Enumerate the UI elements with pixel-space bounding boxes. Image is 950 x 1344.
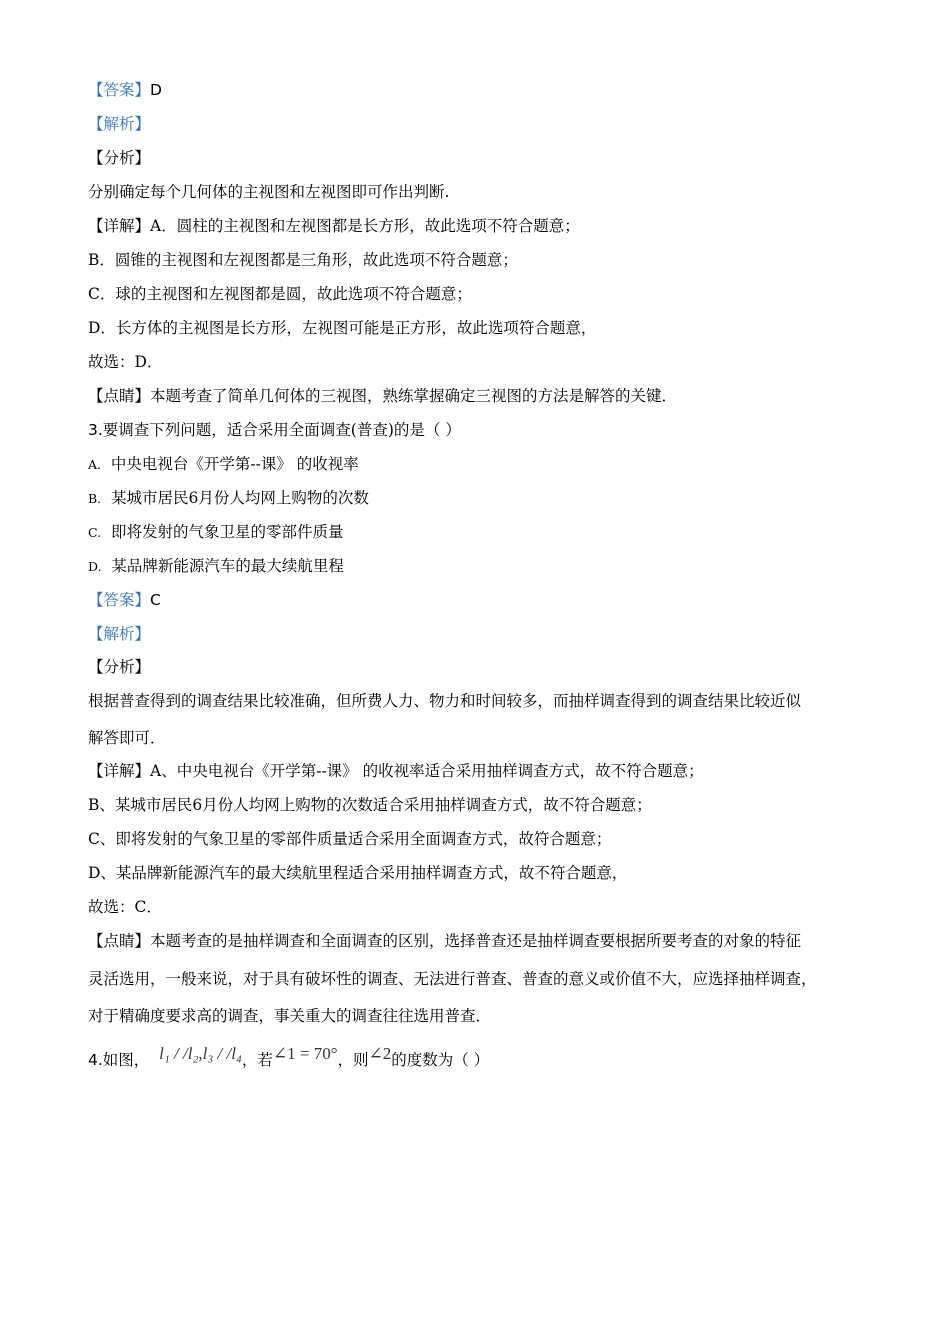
q2-line-d: D．长方体的主视图是长方形，左视图可能是正方形，故此选项符合题意， [88,319,597,337]
q2-answer-value: D [150,81,162,99]
q2-dianjing-text: 本题考查了简单几何体的三视图，熟练掌握确定三视图的方法是解答的关键． [150,387,678,405]
q3-answer-value: C [150,591,161,609]
q3-option-a-letter: A. [88,457,102,472]
q3-option-d [88,556,344,577]
q3-option-d-letter: D. [88,559,102,574]
q2-xiangjie-line [88,216,580,236]
q2-dianjing-line [88,386,677,406]
q3-stem: 要调查下列问题，适合采用全面调查(普查)的是（ ） [102,421,461,439]
q3-option-a-text: 中央电视台《开学第--课》 的收视率 [110,455,359,473]
q3-option-c-letter: C. [88,525,102,540]
q3-answer-label: 【答案】 [88,591,151,609]
q3-xiangjie-line [88,761,704,781]
q4-angle2-expression: ∠2 [368,1044,392,1063]
q3-fenxi-line1: 根据普查得到的调查结果比较准确，但所费人力、物力和时间较多，而抽样调查得到的调查结果比较近似 [88,692,802,710]
q4-tail: 的度数为（ ） [391,1051,490,1069]
q4-angle-expression: ∠1 = 70° [272,1044,338,1063]
q4-lead: 如图， [102,1051,150,1069]
q2-xiangjie-a: A．圆柱的主视图和左视图都是长方形，故此选项不符合题意； [150,217,580,235]
q4-sep2: ，则 [337,1051,369,1069]
q2-dianjing-label: 【点睛】 [88,387,151,405]
q3-option-d-text: 某品牌新能源汽车的最大续航里程 [111,557,344,575]
q3-xiangjie-label: 【详解】 [88,762,151,780]
q3-option-b-letter: B. [88,491,102,506]
q2-answer-line [88,80,162,100]
q2-fenxi-label: 【分析】 [88,149,151,167]
q4-number: 4. [88,1051,103,1069]
q3-dianjing-line [88,931,801,951]
q3-line-d: D、某品牌新能源汽车的最大续航里程适合采用抽样调查方式，故不符合题意， [88,864,628,882]
q3-option-b-text: 某城市居民6月份人均网上购物的次数 [111,489,369,507]
q4-sep1: ，若 [241,1051,273,1069]
q2-answer-label: 【答案】 [88,81,151,99]
q3-option-c-text: 即将发射的气象卫星的零部件质量 [110,523,344,541]
q3-xiangjie-a: A、中央电视台《开学第--课》 的收视率适合采用抽样调查方式，故不符合题意； [150,762,704,780]
q4-parallel-expression: l₁ / /l₂,l₃ / /l₄ [159,1044,242,1063]
q3-dianjing-label: 【点睛】 [88,932,151,950]
q3-dianjing-line3: 对于精确度要求高的调查，事关重大的调查往往选用普查． [88,1007,492,1025]
q2-xiangjie-label: 【详解】 [88,217,151,235]
q3-answer-line [88,590,161,610]
q3-option-c [88,522,343,543]
q3-dianjing-line1: 本题考查的是抽样调查和全面调查的区别，选择普查还是抽样调查要根据所要考查的对象的特征 [150,932,802,950]
q3-option-b [88,488,369,509]
q2-fenxi-text: 分别确定每个几何体的主视图和左视图即可作出判断. [88,183,450,201]
q3-fenxi-label: 【分析】 [88,658,151,676]
q2-conclusion: 故选：D． [88,353,163,371]
q3-option-a [88,454,359,475]
q3-number: 3. [88,421,103,439]
q3-conclusion: 故选：C． [88,898,162,916]
q2-analysis-label: 【解析】 [88,115,151,133]
q2-line-b: B．圆锥的主视图和左视图都是三角形，故此选项不符合题意； [88,251,518,269]
q3-stem-line [88,420,461,440]
q3-dianjing-line2: 灵活选用，一般来说，对于具有破坏性的调查、无法进行普查、普查的意义或价值不大，应选择抽样调查， [88,970,817,988]
q3-line-b: B、某城市居民6月份人均网上购物的次数适合采用抽样调查方式，故不符合题意； [88,796,652,814]
q3-fenxi-line2: 解答即可． [88,729,166,747]
q2-line-c: C．球的主视图和左视图都是圆，故此选项不符合题意； [88,285,472,303]
q3-line-c: C、即将发射的气象卫星的零部件质量适合采用全面调查方式，故符合题意； [88,830,612,848]
q3-analysis-label: 【解析】 [88,625,151,643]
q4-stem-line [88,1044,490,1070]
